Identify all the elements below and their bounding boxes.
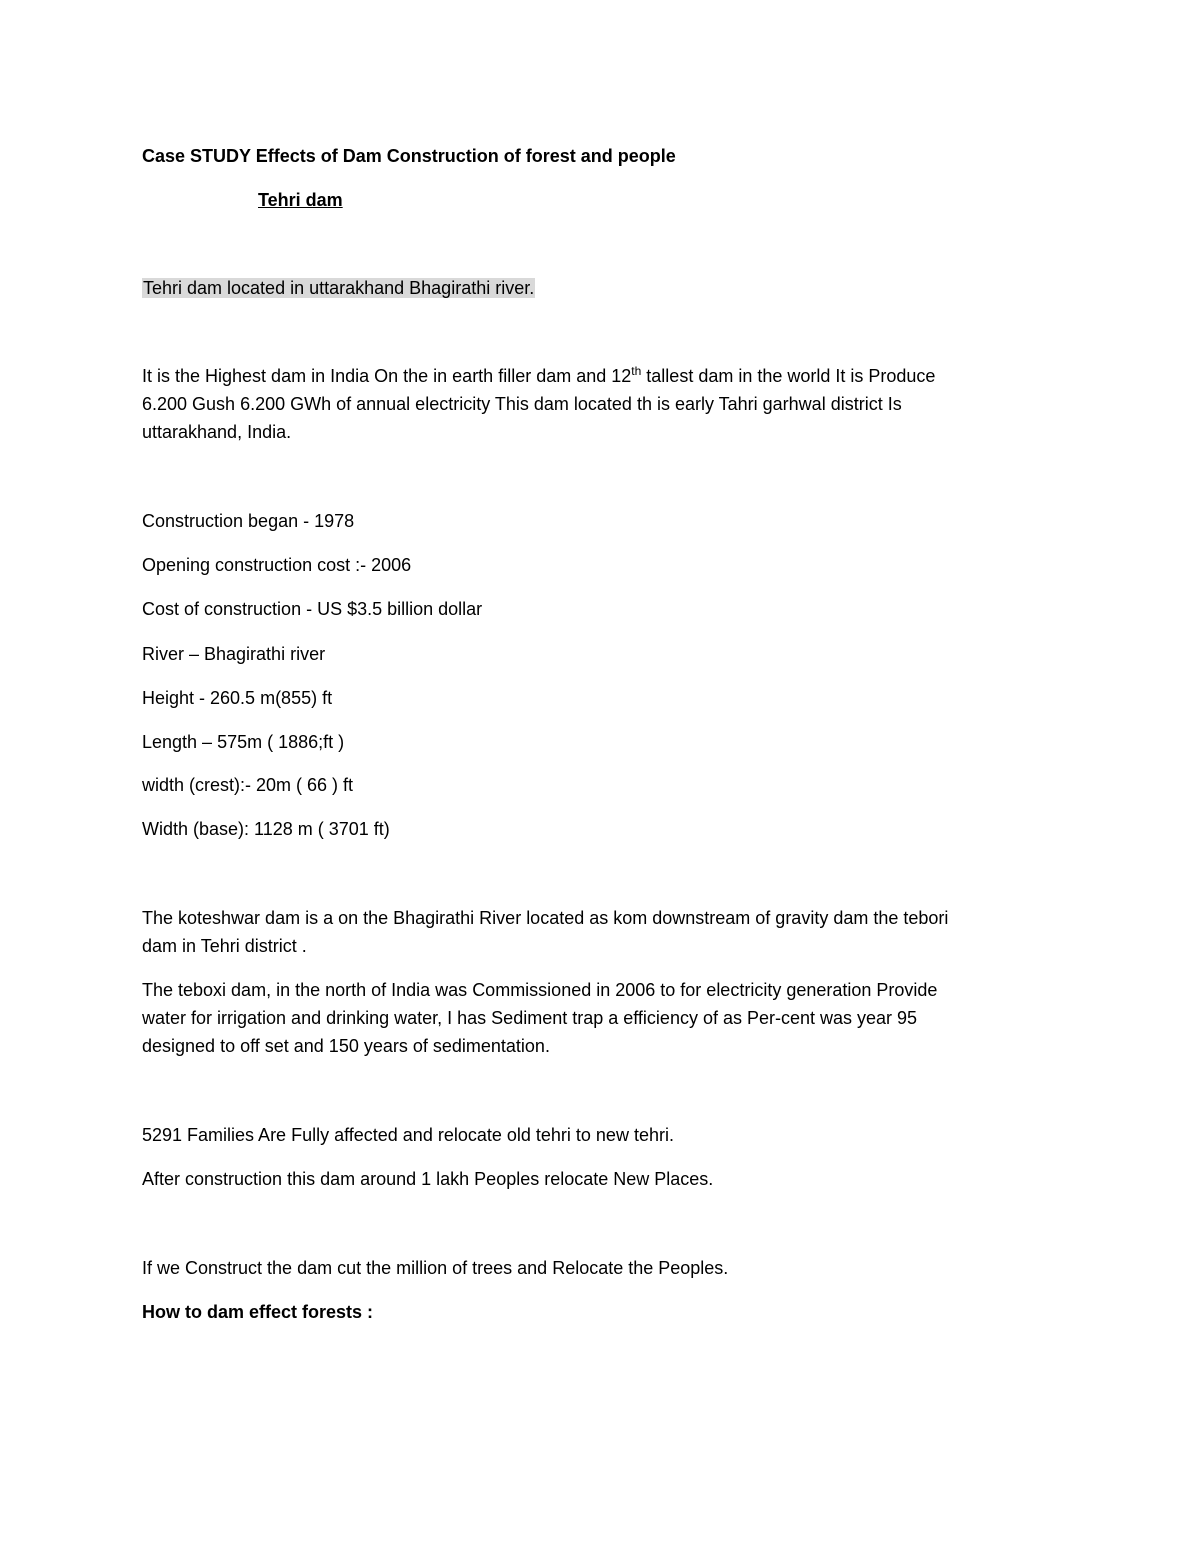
teboxi-line-3: designed to off set and 150 years of sedimentation. (142, 1036, 550, 1056)
intro-line-1 (142, 362, 935, 390)
fact-height: Height - 260.5 m(855) ft (142, 688, 333, 708)
fact-width-crest: width (crest):- 20m ( 66 ) ft (142, 775, 354, 795)
fact-cost: Cost of construction - US $3.5 billion dollar (142, 599, 483, 619)
teboxi-line-1: The teboxi dam, in the north of India was Commissioned in 2006 to for electricity generation Provide (142, 980, 938, 1000)
families-line: 5291 Families Are Fully affected and relocate old tehri to new tehri. (142, 1125, 674, 1145)
fact-width-base: Width (base): 1128 m ( 3701 ft) (142, 819, 390, 839)
intro-line-1-text: It is the Highest dam in India On the in earth filler dam and 12 (142, 366, 632, 386)
koteshwar-line-1: The koteshwar dam is a on the Bhagirathi River located as kom downstream of gravity dam the tebori (142, 908, 949, 928)
intro-line-1-rest: tallest dam in the world It is Produce (641, 366, 936, 386)
fact-opening: Opening construction cost :- 2006 (142, 555, 412, 575)
intro-line-2: 6.200 Gush 6.200 GWh of annual electricity This dam located th is early Tahri garhwal district Is (142, 394, 902, 414)
highlighted-text: Tehri dam located in uttarakhand Bhagirathi river. (143, 278, 535, 298)
fact-river: River – Bhagirathi river (142, 644, 326, 664)
teboxi-line-2: water for irrigation and drinking water, I has Sediment trap a efficiency of as Per-cent was year 95 (142, 1008, 918, 1028)
intro-line-3: uttarakhand, India. (142, 422, 292, 442)
document-title: Case STUDY Effects of Dam Construction of forest and people (142, 146, 676, 166)
fact-length: Length – 575m ( 1886;ft ) (142, 732, 345, 752)
trees-line: If we Construct the dam cut the million of trees and Relocate the Peoples. (142, 1258, 729, 1278)
fact-construction-began: Construction began - 1978 (142, 511, 355, 531)
document-subtitle: Tehri dam (258, 190, 343, 210)
relocate-line: After construction this dam around 1 lakh Peoples relocate New Places. (142, 1169, 714, 1189)
koteshwar-line-2: dam in Tehri district . (142, 936, 307, 956)
location-line (142, 274, 535, 302)
superscript-ordinal: th (631, 364, 642, 378)
forests-heading: How to dam effect forests : (142, 1302, 374, 1322)
